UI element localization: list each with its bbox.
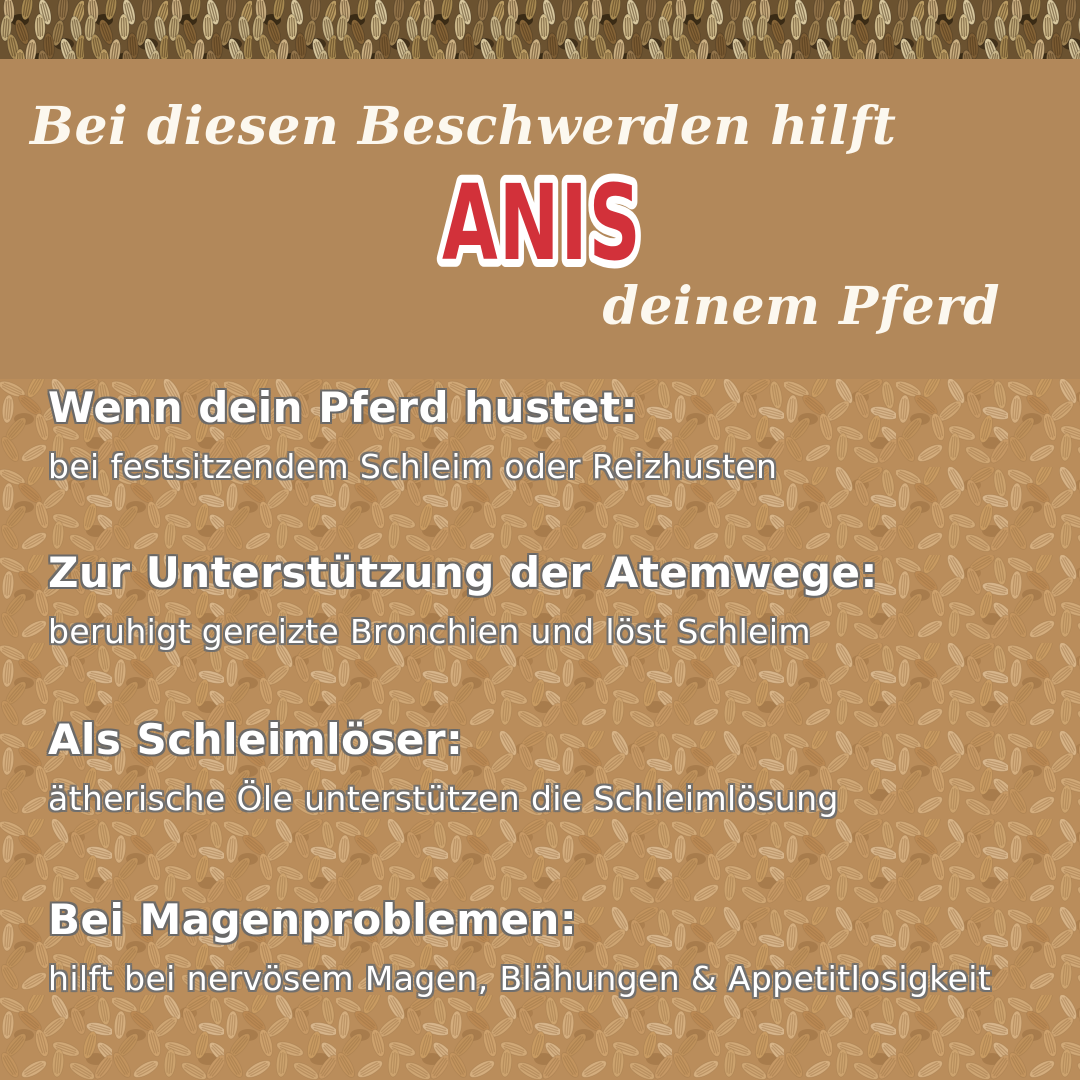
benefit-section-magen xyxy=(48,897,1060,998)
benefit-section-husten xyxy=(48,385,1060,486)
benefit-detail: ätherische Öle unterstützen die Schleimlösung xyxy=(48,779,839,819)
benefits-area xyxy=(0,379,1080,1080)
seeds-texture-top-svg xyxy=(0,0,1080,59)
benefit-heading: Bei Magenproblemen: xyxy=(48,895,578,944)
benefit-detail: hilft bei nervösem Magen, Blähungen & Appetitlosigkeit xyxy=(48,959,992,999)
benefit-section-schleimloeser xyxy=(48,717,1060,818)
benefit-detail: bei festsitzendem Schleim oder Reizhusten xyxy=(48,447,778,487)
benefit-heading: Wenn dein Pferd hustet: xyxy=(48,383,638,432)
benefit-detail: beruhigt gereizte Bronchien und löst Schleim xyxy=(48,612,811,652)
anis-wordmark-text: ANIS xyxy=(442,171,642,284)
banner-intro-text: Bei diesen Beschwerden hilft xyxy=(30,96,897,157)
anise-seeds-photo-top xyxy=(0,0,1080,59)
benefit-heading: Zur Unterstützung der Atemwege: xyxy=(48,548,878,597)
banner-outro-text: deinem Pferd xyxy=(602,276,1000,337)
title-banner xyxy=(0,59,1080,379)
benefit-heading: Als Schleimlöser: xyxy=(48,715,464,764)
benefit-section-atemwege xyxy=(48,550,1060,651)
